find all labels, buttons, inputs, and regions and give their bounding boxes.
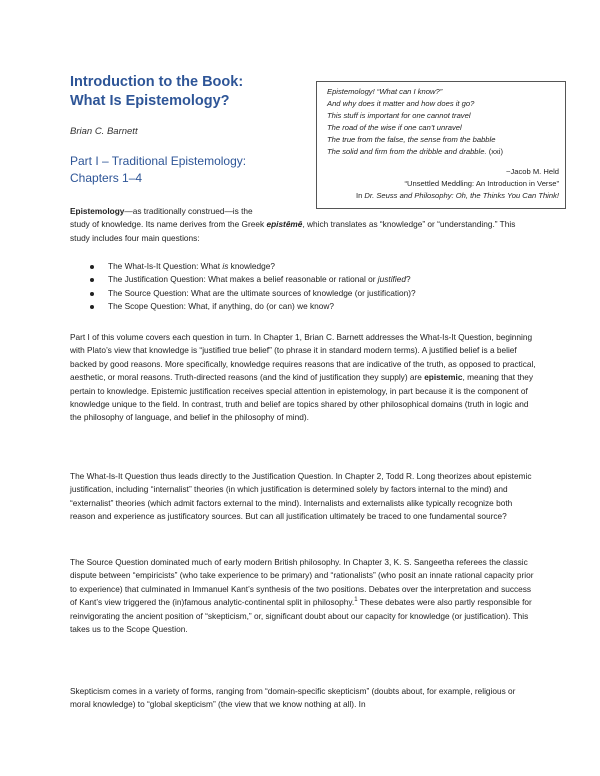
poem-line: Epistemology! “What can I know?” — [327, 87, 443, 96]
epigraph-box — [316, 81, 566, 209]
list-item: The Scope Question: What, if anything, do (or can) we know? — [88, 300, 528, 313]
poem-line: The road of the wise if one can’t unravel — [327, 123, 462, 132]
list-item: The What-Is-It Question: What is knowledge? — [88, 260, 528, 273]
term-epistemic: epistemic — [424, 372, 463, 383]
title-line-2: What Is Epistemology? — [70, 93, 230, 109]
paragraph-chapter-4: Skepticism comes in a variety of forms, ranging from “domain-specific skepticism” (doubts about, for example, religious or moral knowledge) to “global skepticism” (the view that we know nothing at all). In — [70, 686, 516, 710]
greek-term: epistêmê — [266, 219, 303, 230]
poem-line: This stuff is important for one cannot travel — [327, 111, 471, 120]
source-prefix: In — [355, 191, 365, 200]
footnote-marker: 1 — [354, 597, 358, 604]
epigraph-poem — [327, 86, 559, 158]
intro-line1: —as traditionally construed—is the — [124, 206, 253, 216]
intro-text-a: study of knowledge. Its name derives from the Greek — [70, 219, 267, 230]
author-name: Brian C. Barnett — [70, 126, 138, 137]
epigraph-source — [327, 190, 559, 202]
intro-first-line — [70, 205, 310, 218]
poem-last-line: The solid and firm from the dribble and drabble. — [327, 147, 487, 156]
intro-text-b: , which translates as “knowledge” or “understanding.” This study includes four main questions: — [70, 219, 516, 243]
list-item: The Justification Question: What makes a belief reasonable or rational or justified? — [88, 273, 528, 286]
paragraph-chapter-2: The What-Is-It Question thus leads directly to the Justification Question. In Chapter 2, Todd R. Long theorizes about epistemic justification, including “internalist” theories (in which justification is determined solely by factors internal to the mind) and “externalist” theories (which admit factors external to the mind). Internalists and externalists alike typically recognize both reason and experience as justificatory sources. But can all justification ultimately be traced to one fundamental source? — [70, 471, 532, 522]
list-item: The Source Question: What are the ultimate sources of knowledge (or justification)? — [88, 287, 528, 300]
questions-list — [88, 260, 528, 314]
paragraph-chapter-3: The Source Question dominated much of early modern British philosophy. In Chapter 3, K. S. Sangeetha referees the classic dispute between “empiricists” (who take experience to be primary) and “rationalists” (who posit an innate rational capacity prior to experience) that culminated in Immanuel Kant’s synthesis of the two positions. Debates over the interpretation and success of Kant’s view triggered the (in)famous analytic-continental split in philosophy.$^1$ These debates were also partly responsible for reinvigorating the ancient position of “skepticism,” or, significant doubt about our capacity for knowledge (or justification). This takes us to the Scope Question. — [70, 557, 534, 635]
source-title: Dr. Seuss and Philosophy: Oh, the Thinks You Can Think! — [364, 191, 559, 200]
poem-line: And why does it matter and how does it go? — [327, 99, 475, 108]
book-title — [70, 73, 300, 111]
poem-line — [327, 146, 559, 158]
intro-paragraph — [70, 205, 536, 245]
term-epistemology: Epistemology — [70, 206, 125, 216]
poem-page-ref: (xxi) — [488, 147, 504, 156]
epigraph-author: ~Jacob M. Held — [506, 167, 559, 176]
poem-line: The true from the false, the sense from the babble — [327, 135, 496, 144]
epigraph-work: “Unsettled Meddling: An Introduction in Verse” — [404, 179, 559, 188]
part-heading: Part I – Traditional Epistemology: Chapters 1–4 — [70, 154, 247, 185]
paragraph-chapter-1: Part I of this volume covers each question in turn. In Chapter 1, Brian C. Barnett addresses the What-Is-It Question, beginning with Plato’s view that knowledge is “justified true belief” (to phrase it in standard modern terms). A justified belief is a belief backed by good reasons. More specifically, knowledge requires reasons that are indicative of the truth, as opposed to practical, aesthetic, or moral reasons. Truth-directed reasons (and the kind of justification they supply) are epistemic, meaning that they pertain to knowledge. Epistemic justification receives special attention in epistemology, in part because it is the component of knowledge unique to the field. In contrast, truth and belief are topics shared by other philosophical domains (truth in logic and the philosophy of language, and belief in the philosophy of mind). — [70, 332, 536, 423]
title-line-1: Introduction to the Book: — [70, 74, 244, 90]
